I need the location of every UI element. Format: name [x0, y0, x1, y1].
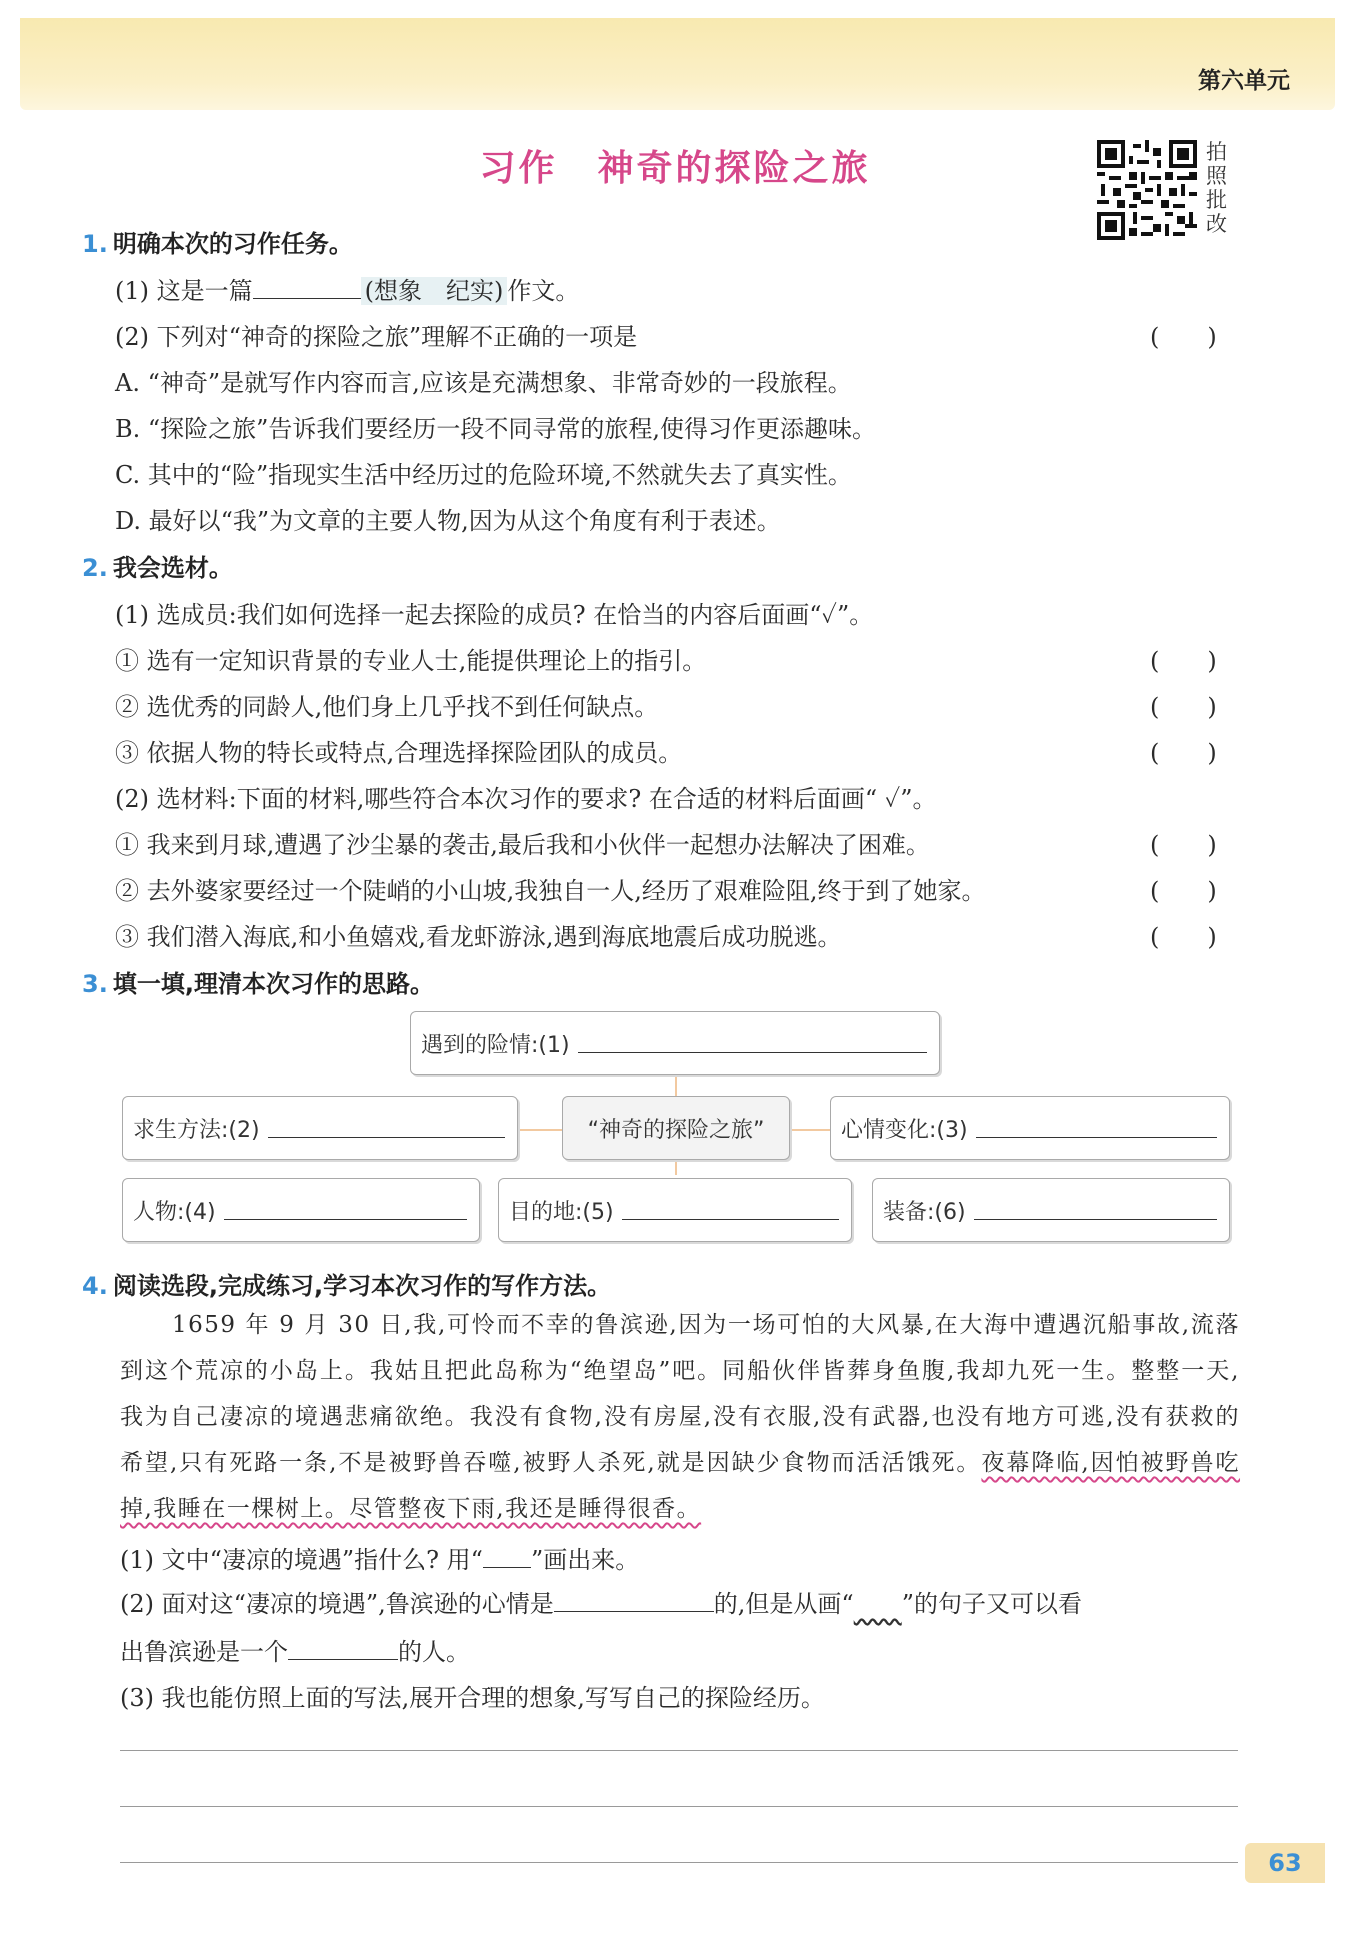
wavy-symbol	[854, 1584, 902, 1619]
answer-blank[interactable]	[268, 1119, 505, 1138]
q2-heading: 2. 我会选材。	[82, 554, 233, 582]
mindmap-mood-box: 心情变化:(3)	[830, 1096, 1230, 1160]
qr-code-icon[interactable]	[1097, 140, 1197, 240]
q4-s2-cont: 出鲁滨逊是一个 的人。	[120, 1638, 470, 1666]
answer-blank[interactable]	[622, 1201, 839, 1220]
answer-paren[interactable]: ( )	[1150, 323, 1217, 351]
q2-material-1: ① 我来到月球,遭遇了沙尘暴的袭击,最后我和小伙伴一起想办法解决了困难。	[115, 831, 930, 859]
title-part1: 习作	[479, 148, 558, 189]
answer-blank[interactable]	[253, 276, 361, 299]
answer-paren[interactable]: ( )	[1150, 831, 1217, 859]
wavy-underlined-sentence: 夜幕降临,因怕被野兽吃掉,我睡在一棵树上。尽管整夜下雨,我还是睡得很香。	[120, 1450, 1241, 1522]
q1-s1: (1) 这是一篇 (想象 纪实) 作文。	[115, 277, 580, 305]
mindmap-method-box: 求生方法:(2)	[122, 1096, 518, 1160]
answer-blank[interactable]	[224, 1201, 467, 1220]
writing-line[interactable]	[120, 1750, 1238, 1751]
answer-paren[interactable]: ( )	[1150, 739, 1217, 767]
answer-blank[interactable]	[976, 1119, 1217, 1138]
answer-blank[interactable]	[578, 1034, 927, 1053]
line-symbol-blank	[483, 1545, 531, 1568]
q3-heading: 3. 填一填,理清本次习作的思路。	[82, 970, 435, 998]
q1-option-c: C. 其中的“险”指现实生活中经历过的危险环境,不然就失去了真实性。	[115, 461, 852, 489]
q1-s2: (2) 下列对“神奇的探险之旅”理解不正确的一项是	[115, 323, 638, 351]
q4-heading: 4. 阅读选段,完成练习,学习本次习作的写作方法。	[82, 1272, 612, 1300]
q1-option-d: D. 最好以“我”为文章的主要人物,因为从这个角度有利于表述。	[115, 507, 781, 535]
q2-member-3: ③ 依据人物的特长或特点,合理选择探险团队的成员。	[115, 739, 683, 767]
q4-s1: (1) 文中“凄凉的境遇”指什么? 用“ ”画出来。	[120, 1546, 640, 1574]
mindmap-people-box: 人物:(4)	[122, 1178, 480, 1242]
answer-blank[interactable]	[288, 1637, 398, 1660]
q4-s3: (3) 我也能仿照上面的写法,展开合理的想象,写写自己的探险经历。	[120, 1684, 825, 1712]
qr-label: 拍 照 批 改	[1206, 140, 1227, 236]
q1-option-a: A. “神奇”是就写作内容而言,应该是充满想象、非常奇妙的一段旅程。	[115, 369, 852, 397]
answer-blank[interactable]	[974, 1201, 1217, 1220]
mindmap-connector	[790, 1129, 830, 1131]
answer-paren[interactable]: ( )	[1150, 923, 1217, 951]
q1-option-b: B. “探险之旅”告诉我们要经历一段不同寻常的旅程,使得习作更添趣味。	[115, 415, 877, 443]
q2-s2: (2) 选材料:下面的材料,哪些符合本次习作的要求? 在合适的材料后面画“ ✓”。	[115, 785, 937, 813]
q2-material-2: ② 去外婆家要经过一个陡峭的小山坡,我独自一人,经历了艰难险阻,终于到了她家。	[115, 877, 986, 905]
unit-label: 第六单元	[1198, 68, 1290, 94]
mindmap-connector	[518, 1129, 562, 1131]
answer-paren[interactable]: ( )	[1150, 647, 1217, 675]
title-part2: 神奇的探险之旅	[597, 148, 871, 189]
q2-member-2: ② 选优秀的同龄人,他们身上几乎找不到任何缺点。	[115, 693, 659, 721]
answer-paren[interactable]: ( )	[1150, 693, 1217, 721]
writing-line[interactable]	[120, 1806, 1238, 1807]
mindmap-destination-box: 目的地:(5)	[498, 1178, 852, 1242]
mindmap-center-box: “神奇的探险之旅”	[562, 1096, 790, 1160]
q2-s1: (1) 选成员:我们如何选择一起去探险的成员? 在恰当的内容后面画“✓”。	[115, 601, 874, 629]
header-band	[20, 18, 1335, 110]
writing-line[interactable]	[120, 1862, 1238, 1863]
answer-blank[interactable]	[554, 1589, 714, 1612]
q2-member-1: ① 选有一定知识背景的专业人士,能提供理论上的指引。	[115, 647, 707, 675]
q4-s2: (2) 面对这“凄凉的境遇”,鲁滨逊的心情是 的,但是从画“ ”的句子又可以看	[120, 1584, 1082, 1619]
page-number: 63	[1245, 1843, 1325, 1883]
answer-paren[interactable]: ( )	[1150, 877, 1217, 905]
q1-heading: 1. 明确本次的习作任务。	[82, 230, 353, 258]
mindmap-danger-box: 遇到的险情:(1)	[410, 1011, 940, 1075]
reading-passage: 1659 年 9 月 30 日,我,可怜而不幸的鲁滨逊,因为一场可怕的大风暴,在大海中遭遇沉船事故,流落到这个荒凉的小岛上。我姑且把此岛称为“绝望岛”吧。同船伙伴皆葬身鱼腹,我却九死一生。整整一天,我为自己凄凉的境遇悲痛欲绝。我没有食物,没有房屋,没有衣服,没有武器,也没有地方可逃,没有获救的希望,只有死路一条,不是被野兽吞噬,被野人杀死,就是因缺少食物而活活饿死。夜幕降临,因怕被野兽吃掉,我睡在一棵树上。尽管整夜下雨,我还是睡得很香。	[120, 1312, 1241, 1522]
q2-material-3: ③ 我们潜入海底,和小鱼嬉戏,看龙虾游泳,遇到海底地震后成功脱逃。	[115, 923, 842, 951]
mindmap-gear-box: 装备:(6)	[872, 1178, 1230, 1242]
